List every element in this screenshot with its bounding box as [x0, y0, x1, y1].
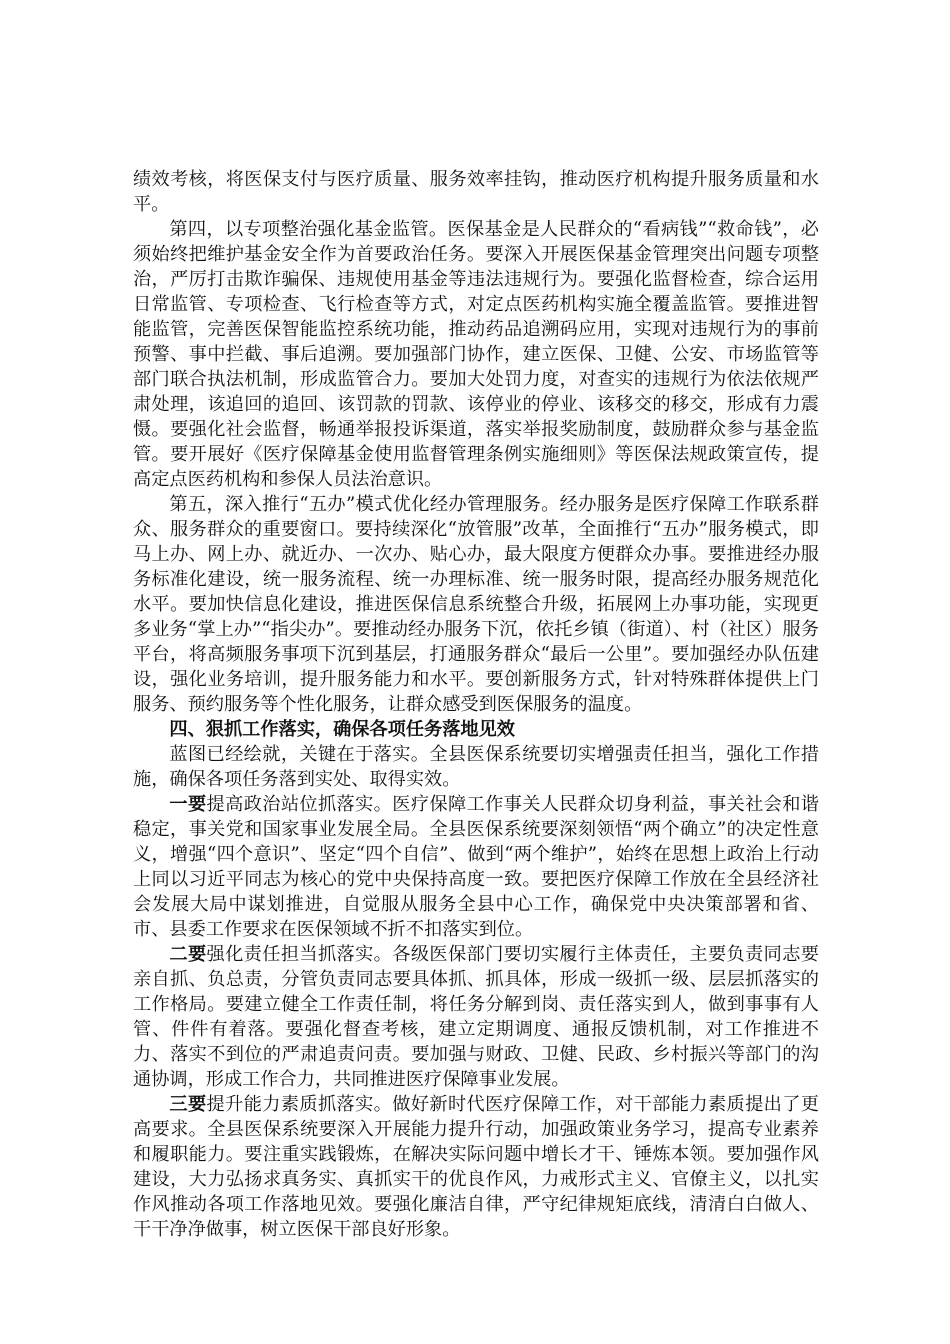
- lead-term: 二要: [169, 944, 207, 965]
- lead-term: 一要: [169, 794, 207, 815]
- paragraph-fund-supervision: 第四，以专项整治强化基金监管。医保基金是人民群众的“看病钱”“救命钱”，必须始终把维护基金安全作为首要政治任务。要深入开展医保基金管理突出问题专项整治，严厉打击欺诈骗保、违规使用基金等违法违规行为。要强化监督检查，综合运用日常监管、专项检查、飞行检查等方式，对定点医药机构实施全覆盖监管。要推进智能监管，完善医保智能监控系统功能，推动药品追溯码应用，实现对违规行为的事前预警、事中拦截、事后追溯。要加强部门协作，建立医保、卫健、公安、市场监管等部门联合执法机制，形成监管合力。要加大处罚力度，对查实的违规行为依法依规严肃处理，该追回的追回、该罚款的罚款、该停业的停业、该移交的移交，形成有力震慑。要强化社会监督，畅通举报投诉渠道，落实举报奖励制度，鼓励群众参与基金监管。要开展好《医疗保障基金使用监督管理条例实施细则》等医保法规政策宣传，提高定点医药机构和参保人员法治意识。: [133, 219, 819, 490]
- section-heading: 四、狠抓工作落实，确保各项任务落地见效: [169, 719, 515, 740]
- paragraph-text: 提升能力素质抓落实。做好新时代医疗保障工作，对干部能力素质提出了更高要求。全县医保系统要深入开展能力提升行动，加强政策业务学习，提高专业素养和履职能力。要注重实践锻炼，在解决实际问题中增长才干、锤炼本领。要加强作风建设，大力弘扬求真务实、真抓实干的优良作风，力戒形式主义、官僚主义，以扎实作风推动各项工作落地见效。要强化廉洁自律，严守纪律规矩底线，清清白白做人、干干净净做事，树立医保干部良好形象。: [133, 1094, 819, 1240]
- paragraph-continuation: 绩效考核，将医保支付与医疗质量、服务效率挂钩，推动医疗机构提升服务质量和水平。: [133, 169, 819, 215]
- paragraph-text: 强化责任担当抓落实。各级医保部门要切实履行主体责任，主要负责同志要亲自抓、负总责，分管负责同志要具体抓、抓具体，形成一级抓一级、层层抓落实的工作格局。要建立健全工作责任制，将任务分解到岗、责任落实到人，做到事事有人管、件件有着落。要强化督查考核，建立定期调度、通报反馈机制，对工作推进不力、落实不到位的严肃追责问责。要加强与财政、卫健、民政、乡村振兴等部门的沟通协调，形成工作合力，共同推进医疗保障事业发展。: [133, 944, 819, 1090]
- lead-term: 三要: [169, 1094, 207, 1115]
- paragraph-first-requirement: [133, 792, 819, 942]
- paragraph-handling-service: 第五，深入推行“五办”模式优化经办管理服务。经办服务是医疗保障工作联系群众、服务群众的重要窗口。要持续深化“放管服”改革，全面推行“五办”服务模式，即马上办、网上办、就近办、一次办、贴心办，最大限度方便群众办事。要推进经办服务标准化建设，统一服务流程、统一办理标准、统一服务时限，提高经办服务规范化水平。要加快信息化建设，推进医保信息系统整合升级，拓展网上办事功能，实现更多业务“掌上办”“指尖办”。要推动经办服务下沉，依托乡镇（街道）、村（社区）服务平台，将高频服务事项下沉到基层，打通服务群众“最后一公里”。要加强经办队伍建设，强化业务培训，提升服务能力和水平。要创新服务方式，针对特殊群体提供上门服务、预约服务等个性化服务，让群众感受到医保服务的温度。: [133, 494, 819, 715]
- paragraph-blueprint: 蓝图已经绘就，关键在于落实。全县医保系统要切实增强责任担当，强化工作措施，确保各项任务落到实处、取得实效。: [133, 744, 819, 790]
- paragraph-third-requirement: [133, 1092, 819, 1242]
- paragraph-second-requirement: [133, 942, 819, 1092]
- document-body: [133, 167, 819, 1242]
- paragraph-text: 提高政治站位抓落实。医疗保障工作事关人民群众切身利益，事关社会和谐稳定，事关党和国家事业发展全局。全县医保系统要深刻领悟“两个确立”的决定性意义，增强“四个意识”、坚定“四个自信”、做到“两个维护”，始终在思想上政治上行动上同以习近平同志为核心的党中央保持高度一致。要把医疗保障工作放在全县经济社会发展大局中谋划推进，自觉服从服务全县中心工作，确保党中央决策部署和省、市、县委工作要求在医保领域不折不扣落实到位。: [133, 794, 819, 940]
